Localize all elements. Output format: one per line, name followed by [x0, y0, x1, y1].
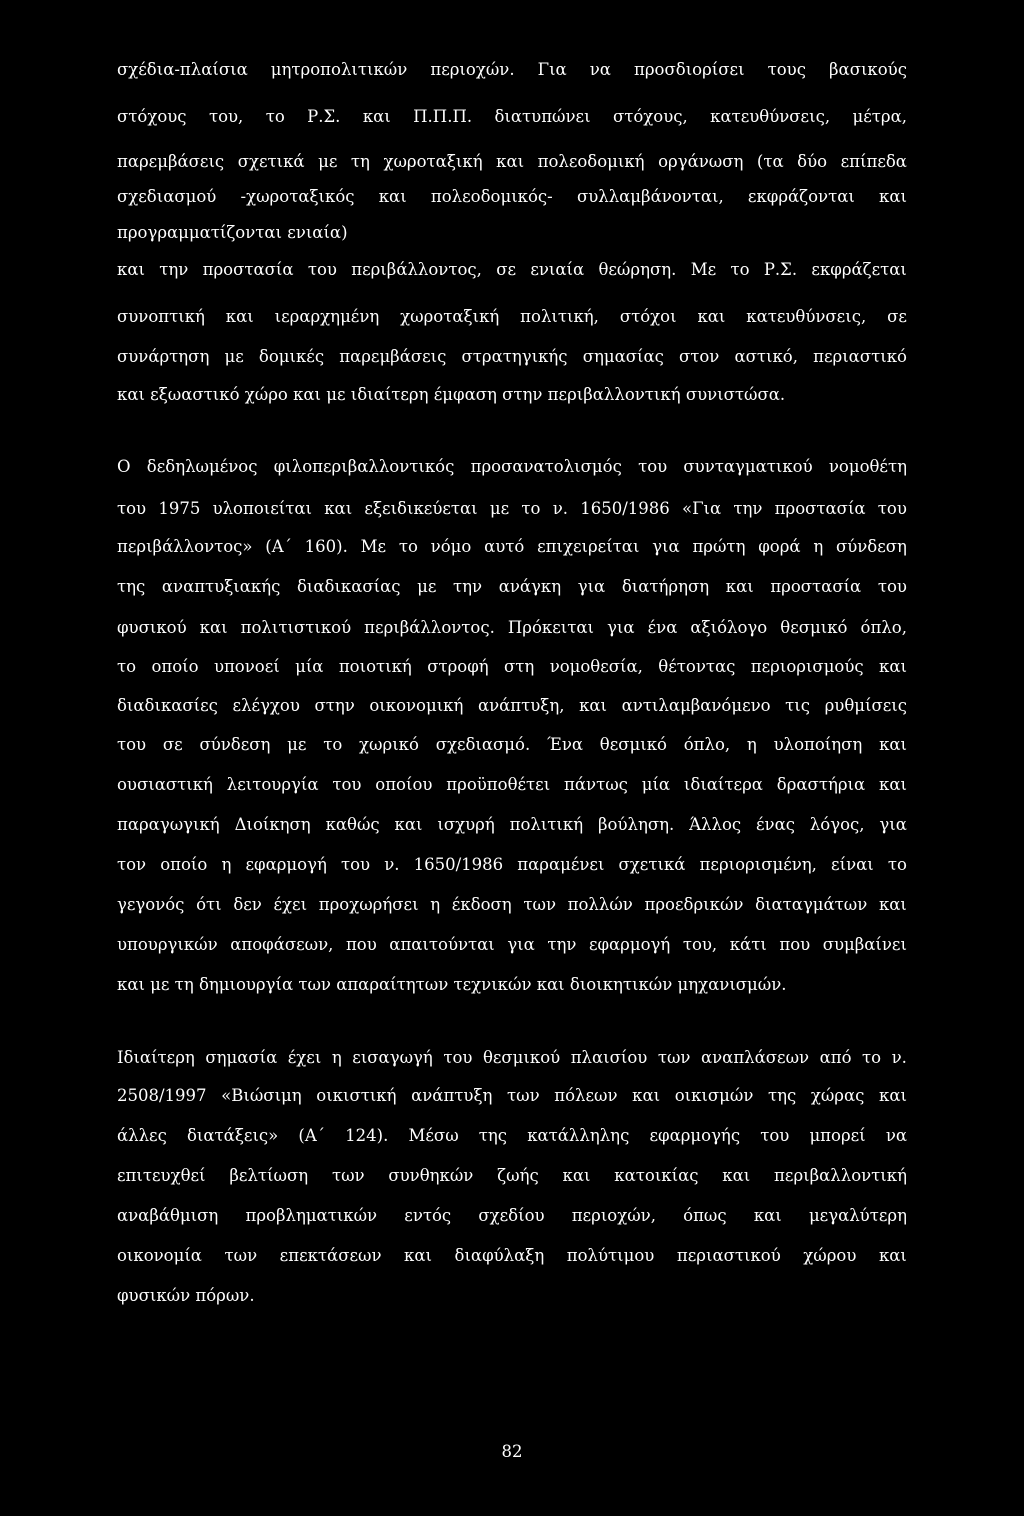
text-line: υπουργικών αποφάσεων, που απαιτούνται για την εφαρμογή του, κάτι που συμβαίνει [117, 935, 907, 954]
text-line: και με τη δημιουργία των απαραίτητων τεχνικών και διοικητικών μηχανισμών. [117, 975, 787, 994]
text-line: φυσικών πόρων. [117, 1286, 255, 1305]
text-line: και την προστασία του περιβάλλοντος, σε ενιαία θεώρηση. Με το Ρ.Σ. εκφράζεται [117, 260, 907, 279]
text-line: παραγωγική Διοίκηση καθώς και ισχυρή πολιτική βούληση. Άλλος ένας λόγος, για [117, 815, 907, 834]
text-line: περιβάλλοντος» (Α΄ 160). Με το νόμο αυτό επιχειρείται για πρώτη φορά η σύνδεση [117, 537, 907, 556]
text-line: προγραμματίζονται ενιαία) [117, 223, 348, 242]
text-line: του 1975 υλοποιείται και εξειδικεύεται με το ν. 1650/1986 «Για την προστασία του [117, 499, 907, 518]
text-line: και εξωαστικό χώρο και με ιδιαίτερη έμφαση στην περιβαλλοντική συνιστώσα. [117, 385, 786, 404]
text-line: ουσιαστική λειτουργία του οποίου προϋποθέτει πάντως μία ιδιαίτερα δραστήρια και [117, 775, 907, 794]
text-line: διαδικασίες ελέγχου στην οικονομική ανάπτυξη, και αντιλαμβανόμενο τις ρυθμίσεις [117, 696, 907, 715]
text-line: Ο δεδηλωμένος φιλοπεριβαλλοντικός προσανατολισμός του συνταγματικού νομοθέτη [117, 457, 907, 476]
text-line: σχεδιασμού -χωροταξικός και πολεοδομικός- συλλαμβάνονται, εκφράζονται και [117, 187, 907, 206]
text-line: συνοπτική και ιεραρχημένη χωροταξική πολιτική, στόχοι και κατευθύνσεις, σε [117, 307, 907, 326]
text-line: 2508/1997 «Βιώσιμη οικιστική ανάπτυξη των πόλεων και οικισμών της χώρας και [117, 1086, 907, 1105]
text-line: του σε σύνδεση με το χωρικό σχεδιασμό. Ένα θεσμικό όπλο, η υλοποίηση και [117, 735, 907, 754]
text-line: παρεμβάσεις σχετικά με τη χωροταξική και πολεοδομική οργάνωση (τα δύο επίπεδα [117, 152, 907, 171]
text-line: τον οποίο η εφαρμογή του ν. 1650/1986 παραμένει σχετικά περιορισμένη, είναι το [117, 855, 907, 874]
text-line: της αναπτυξιακής διαδικασίας με την ανάγκη για διατήρηση και προστασία του [117, 577, 907, 596]
text-line: αναβάθμιση προβληματικών εντός σχεδίου περιοχών, όπως και μεγαλύτερη [117, 1206, 907, 1225]
text-line: επιτευχθεί βελτίωση των συνθηκών ζωής και κατοικίας και περιβαλλοντική [117, 1166, 907, 1185]
text-line: σχέδια-πλαίσια μητροπολιτικών περιοχών. Για να προσδιορίσει τους βασικούς [117, 60, 907, 79]
text-line: συνάρτηση με δομικές παρεμβάσεις στρατηγικής σημασίας στον αστικό, περιαστικό [117, 347, 907, 366]
text-line: φυσικού και πολιτιστικού περιβάλλοντος. Πρόκειται για ένα αξιόλογο θεσμικό όπλο, [117, 618, 907, 637]
text-line: Ιδιαίτερη σημασία έχει η εισαγωγή του θεσμικού πλαισίου των αναπλάσεων από το ν. [117, 1048, 907, 1067]
text-line: οικονομία των επεκτάσεων και διαφύλαξη πολύτιμου περιαστικού χώρου και [117, 1246, 907, 1265]
text-line: γεγονός ότι δεν έχει προχωρήσει η έκδοση των πολλών προεδρικών διαταγμάτων και [117, 895, 907, 914]
page-number: 82 [501, 1442, 523, 1461]
text-line: άλλες διατάξεις» (Α΄ 124). Μέσω της κατάλληλης εφαρμογής του μπορεί να [117, 1126, 907, 1145]
text-line: το οποίο υπονοεί μία ποιοτική στροφή στη νομοθεσία, θέτοντας περιορισμούς και [117, 657, 907, 676]
text-line: στόχους του, το Ρ.Σ. και Π.Π.Π. διατυπώνει στόχους, κατευθύνσεις, μέτρα, [117, 107, 907, 126]
